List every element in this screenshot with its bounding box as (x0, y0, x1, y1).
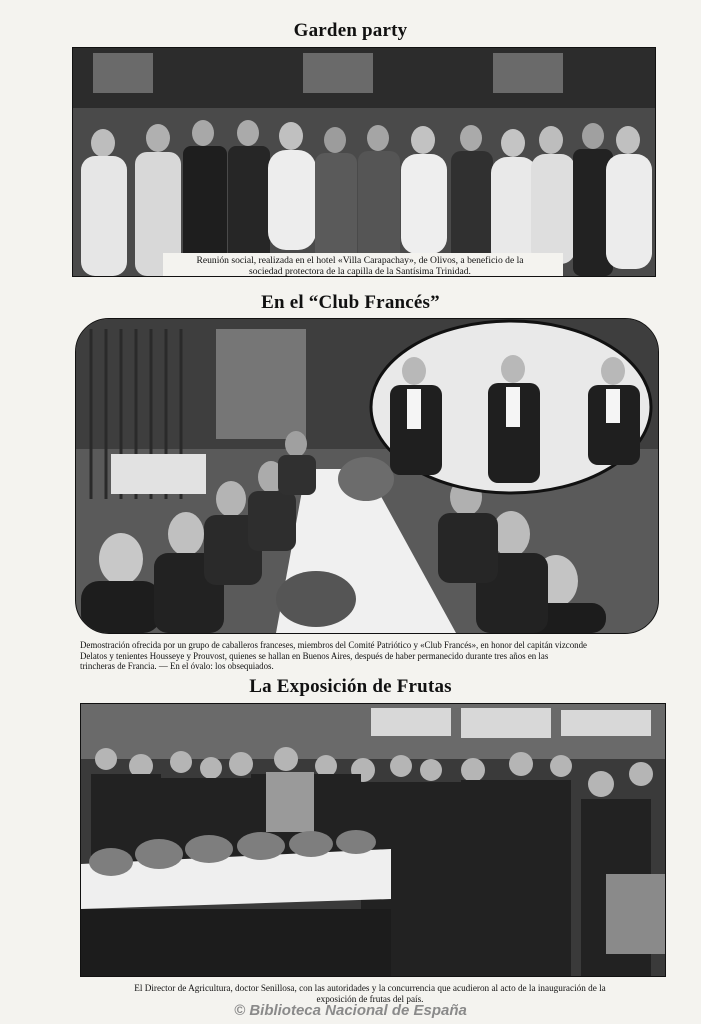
heading-exposicion-frutas: La Exposición de Frutas (249, 676, 452, 697)
photo-exposicion-frutas (80, 703, 666, 977)
caption-club-frances-line-3: trincheras de Francia. — En el óvalo: los obsequiados. (80, 661, 274, 671)
caption-exposicion-frutas-line-2: exposición de frutas del país. (316, 993, 424, 1004)
heading-garden-party: Garden party (293, 20, 408, 41)
caption-garden-party (165, 255, 555, 277)
caption-garden-party-line-1: Reunión social, realizada en el hotel «Villa Carapachay», de Olivos, a beneficio de la (196, 255, 524, 266)
photo-club-frances (75, 318, 659, 634)
caption-club-frances (80, 640, 680, 672)
photo-garden-party (72, 47, 656, 277)
heading-club-frances: En el “Club Francés” (261, 292, 440, 313)
caption-exposicion-frutas (70, 983, 670, 1004)
caption-club-frances-line-1: Demostración ofrecida por un grupo de caballeros franceses, miembros del Comité Patriótico y «Club Francés», en honor del capitán vizconde (80, 640, 587, 650)
library-credit: © Biblioteca Nacional de España (234, 1002, 467, 1019)
caption-garden-party-line-2: sociedad protectora de la capilla de la Santísima Trinidad. (249, 266, 471, 277)
caption-exposicion-frutas-line-1: El Director de Agricultura, doctor Senillosa, con las autoridades y la concurrencia que acudieron al acto de la inauguración de la (134, 983, 606, 993)
caption-club-frances-line-2: Delatos y tenientes Housseye y Prouvost, quienes se hallan en Buenos Aires, después de haber permanecido durante tres años en las (80, 650, 549, 661)
